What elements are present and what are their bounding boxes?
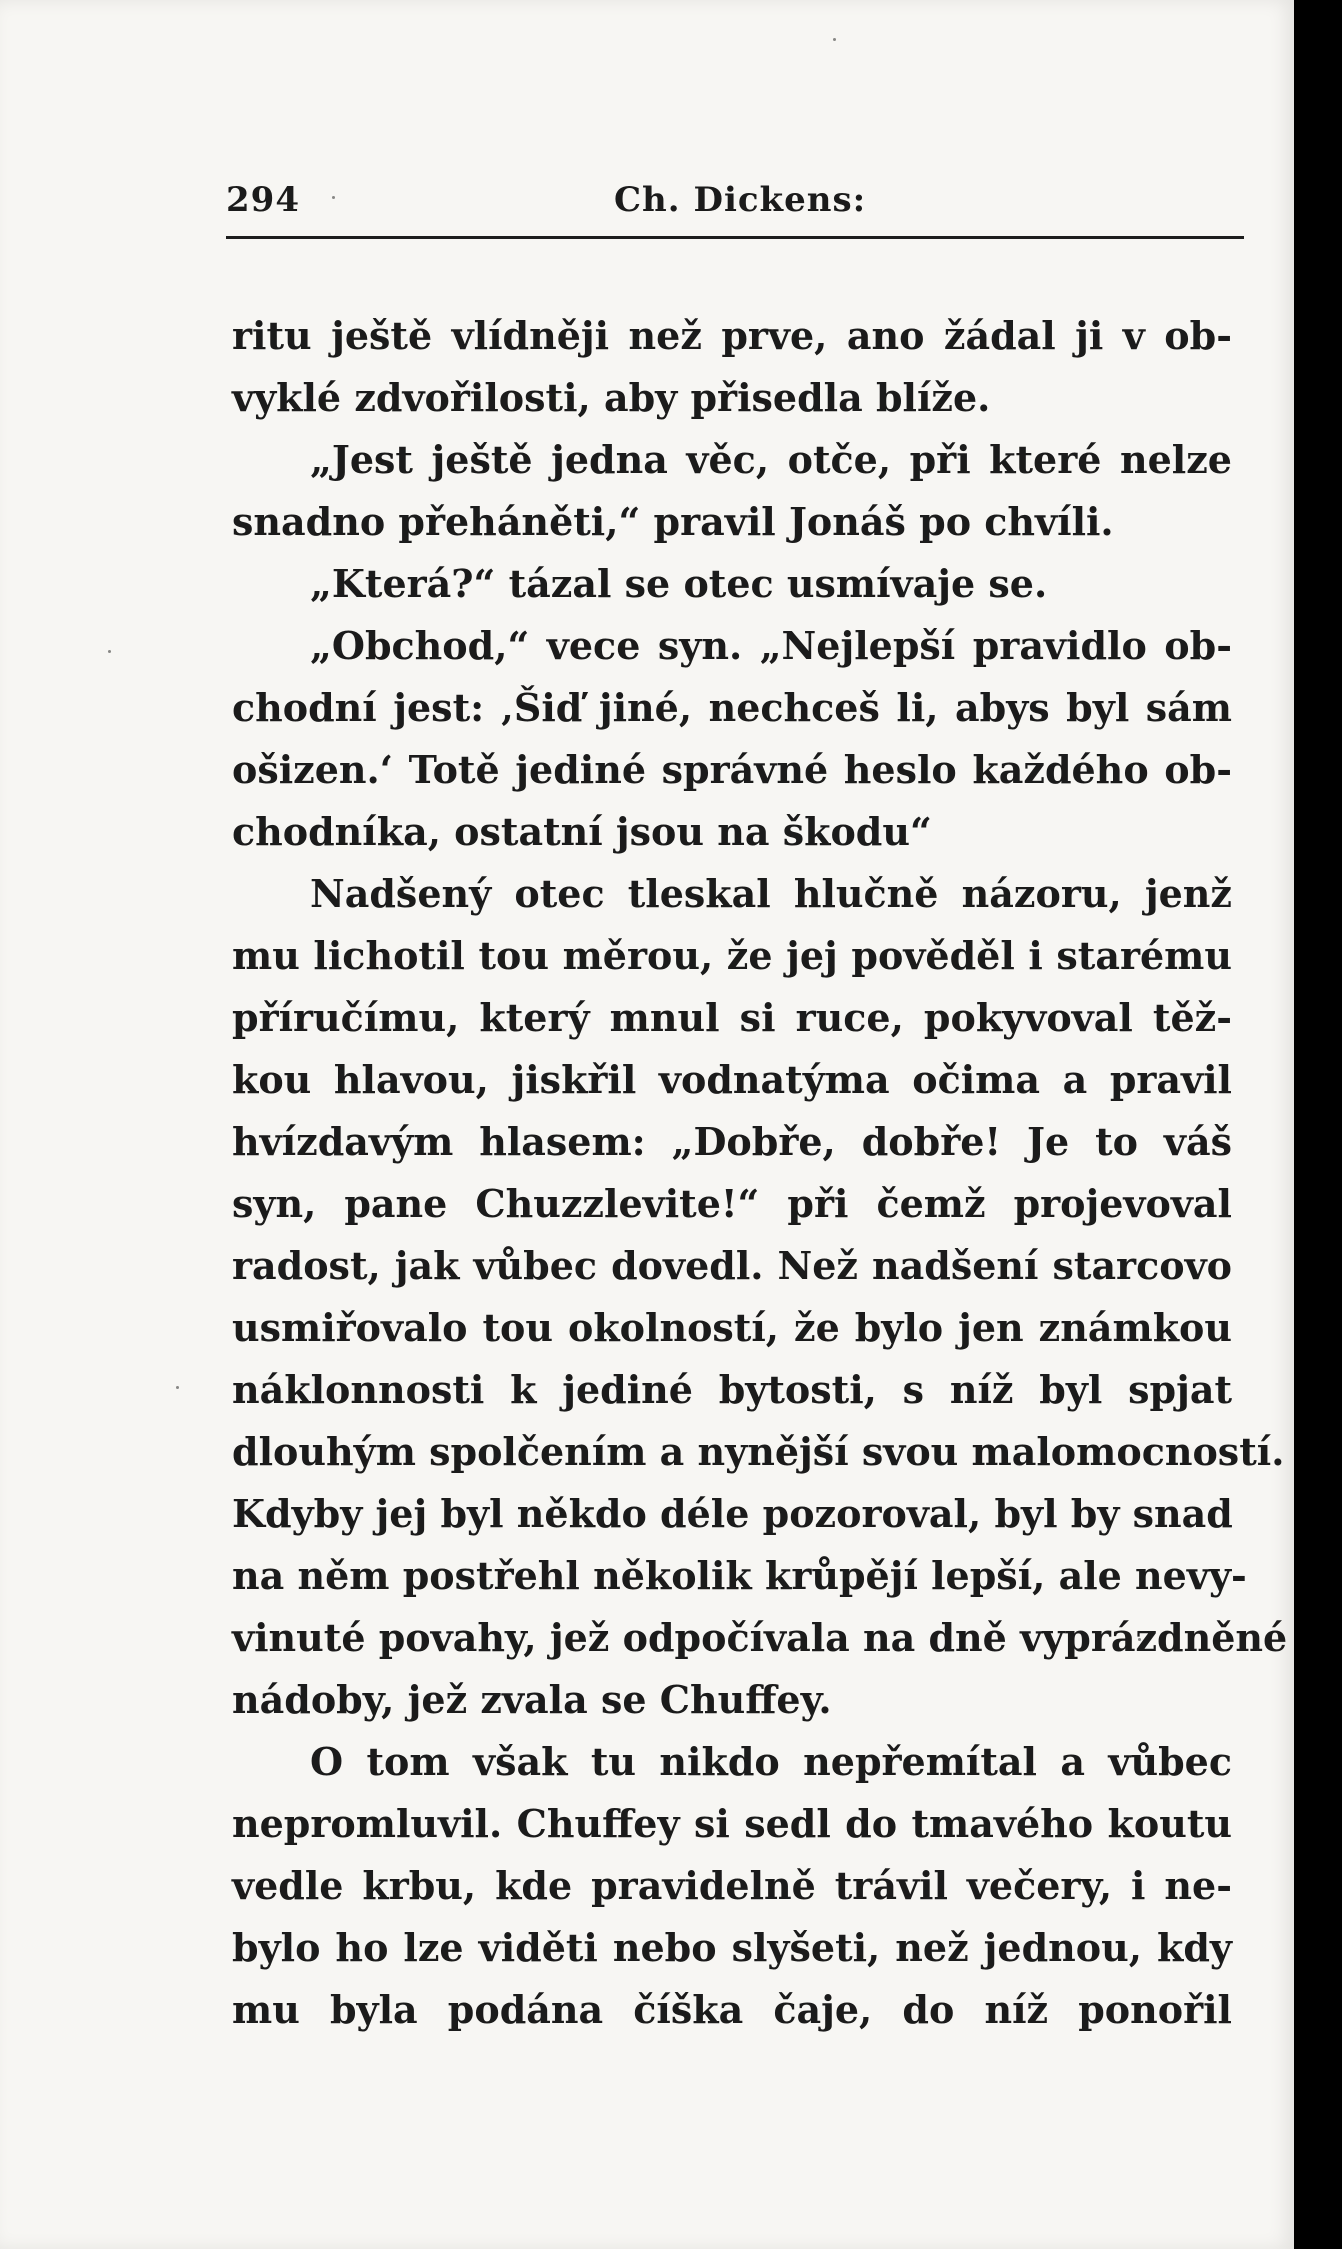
paper-speck <box>1138 1638 1141 1641</box>
text-line: mu byla podána číška čaje, do níž ponořil <box>232 1987 1232 2032</box>
text-line: usmiřovalo tou okolností, že bylo jen známkou <box>232 1305 1232 1350</box>
text-line: ritu ještě vlídněji než prve, ano žádal ji v ob- <box>232 313 1232 358</box>
running-head: Ch. Dickens: <box>614 180 867 220</box>
text-line: snadno přeháněti,“ pravil Jonáš po chvíli. <box>232 499 1114 544</box>
text-line: Kdyby jej byl někdo déle pozoroval, byl by snad <box>232 1491 1233 1536</box>
text-line: radost, jak vůbec dovedl. Než nadšení starcovo <box>232 1243 1232 1288</box>
text-line: náklonnosti k jediné bytosti, s níž byl spjat <box>232 1367 1232 1412</box>
text-line: nepromluvil. Chuffey si sedl do tmavého koutu <box>232 1801 1232 1846</box>
body-text <box>232 305 1288 2041</box>
text-line: mu lichotil tou měrou, že jej pověděl i starému <box>232 933 1232 978</box>
text-line: hvízdavým hlasem: „Dobře, dobře! Je to váš <box>232 1119 1232 1164</box>
text-line: na něm postřehl několik krůpějí lepší, ale nevy- <box>232 1553 1247 1598</box>
text-line: chodní jest: ‚Šiď jiné, nechceš li, abys byl sám <box>232 685 1232 730</box>
text-line: vinuté povahy, jež odpočívala na dně vyprázdněné <box>232 1615 1288 1660</box>
paper-speck <box>833 38 836 41</box>
text-line: Nadšený otec tleskal hlučně názoru, jenž <box>310 871 1232 916</box>
text-line: dlouhým spolčením a nynější svou malomocností. <box>232 1429 1285 1474</box>
paper-speck <box>332 196 335 199</box>
text-line: „Která?“ tázal se otec usmívaje se. <box>310 561 1048 606</box>
text-line: vyklé zdvořilosti, aby přisedla blíže. <box>232 375 991 420</box>
text-line: nádoby, jež zvala se Chuffey. <box>232 1677 832 1722</box>
page-number: 294 <box>226 180 300 220</box>
text-line: „Obchod,“ vece syn. „Nejlepší pravidlo ob- <box>310 623 1232 668</box>
page-header <box>226 180 1244 240</box>
paper-speck <box>108 650 111 653</box>
header-rule <box>226 236 1244 239</box>
text-line: syn, pane Chuzzlevite!“ při čemž projevoval <box>232 1181 1232 1226</box>
text-line: kou hlavou, jiskřil vodnatýma očima a pravil <box>232 1057 1232 1102</box>
text-line: O tom však tu nikdo nepřemítal a vůbec <box>310 1739 1232 1784</box>
text-line: vedle krbu, kde pravidelně trávil večery, i ne- <box>232 1863 1232 1908</box>
paper-speck <box>176 1386 179 1389</box>
text-line: „Jest ještě jedna věc, otče, při které nelze <box>310 437 1232 482</box>
text-line: bylo ho lze viděti nebo slyšeti, než jednou, kdy <box>232 1925 1232 1970</box>
text-line: ošizen.‘ Totě jediné správné heslo každého ob- <box>232 747 1232 792</box>
text-line: příručímu, který mnul si ruce, pokyvoval těž- <box>232 995 1232 1040</box>
text-line: chodníka, ostatní jsou na škodu“ <box>232 809 932 854</box>
